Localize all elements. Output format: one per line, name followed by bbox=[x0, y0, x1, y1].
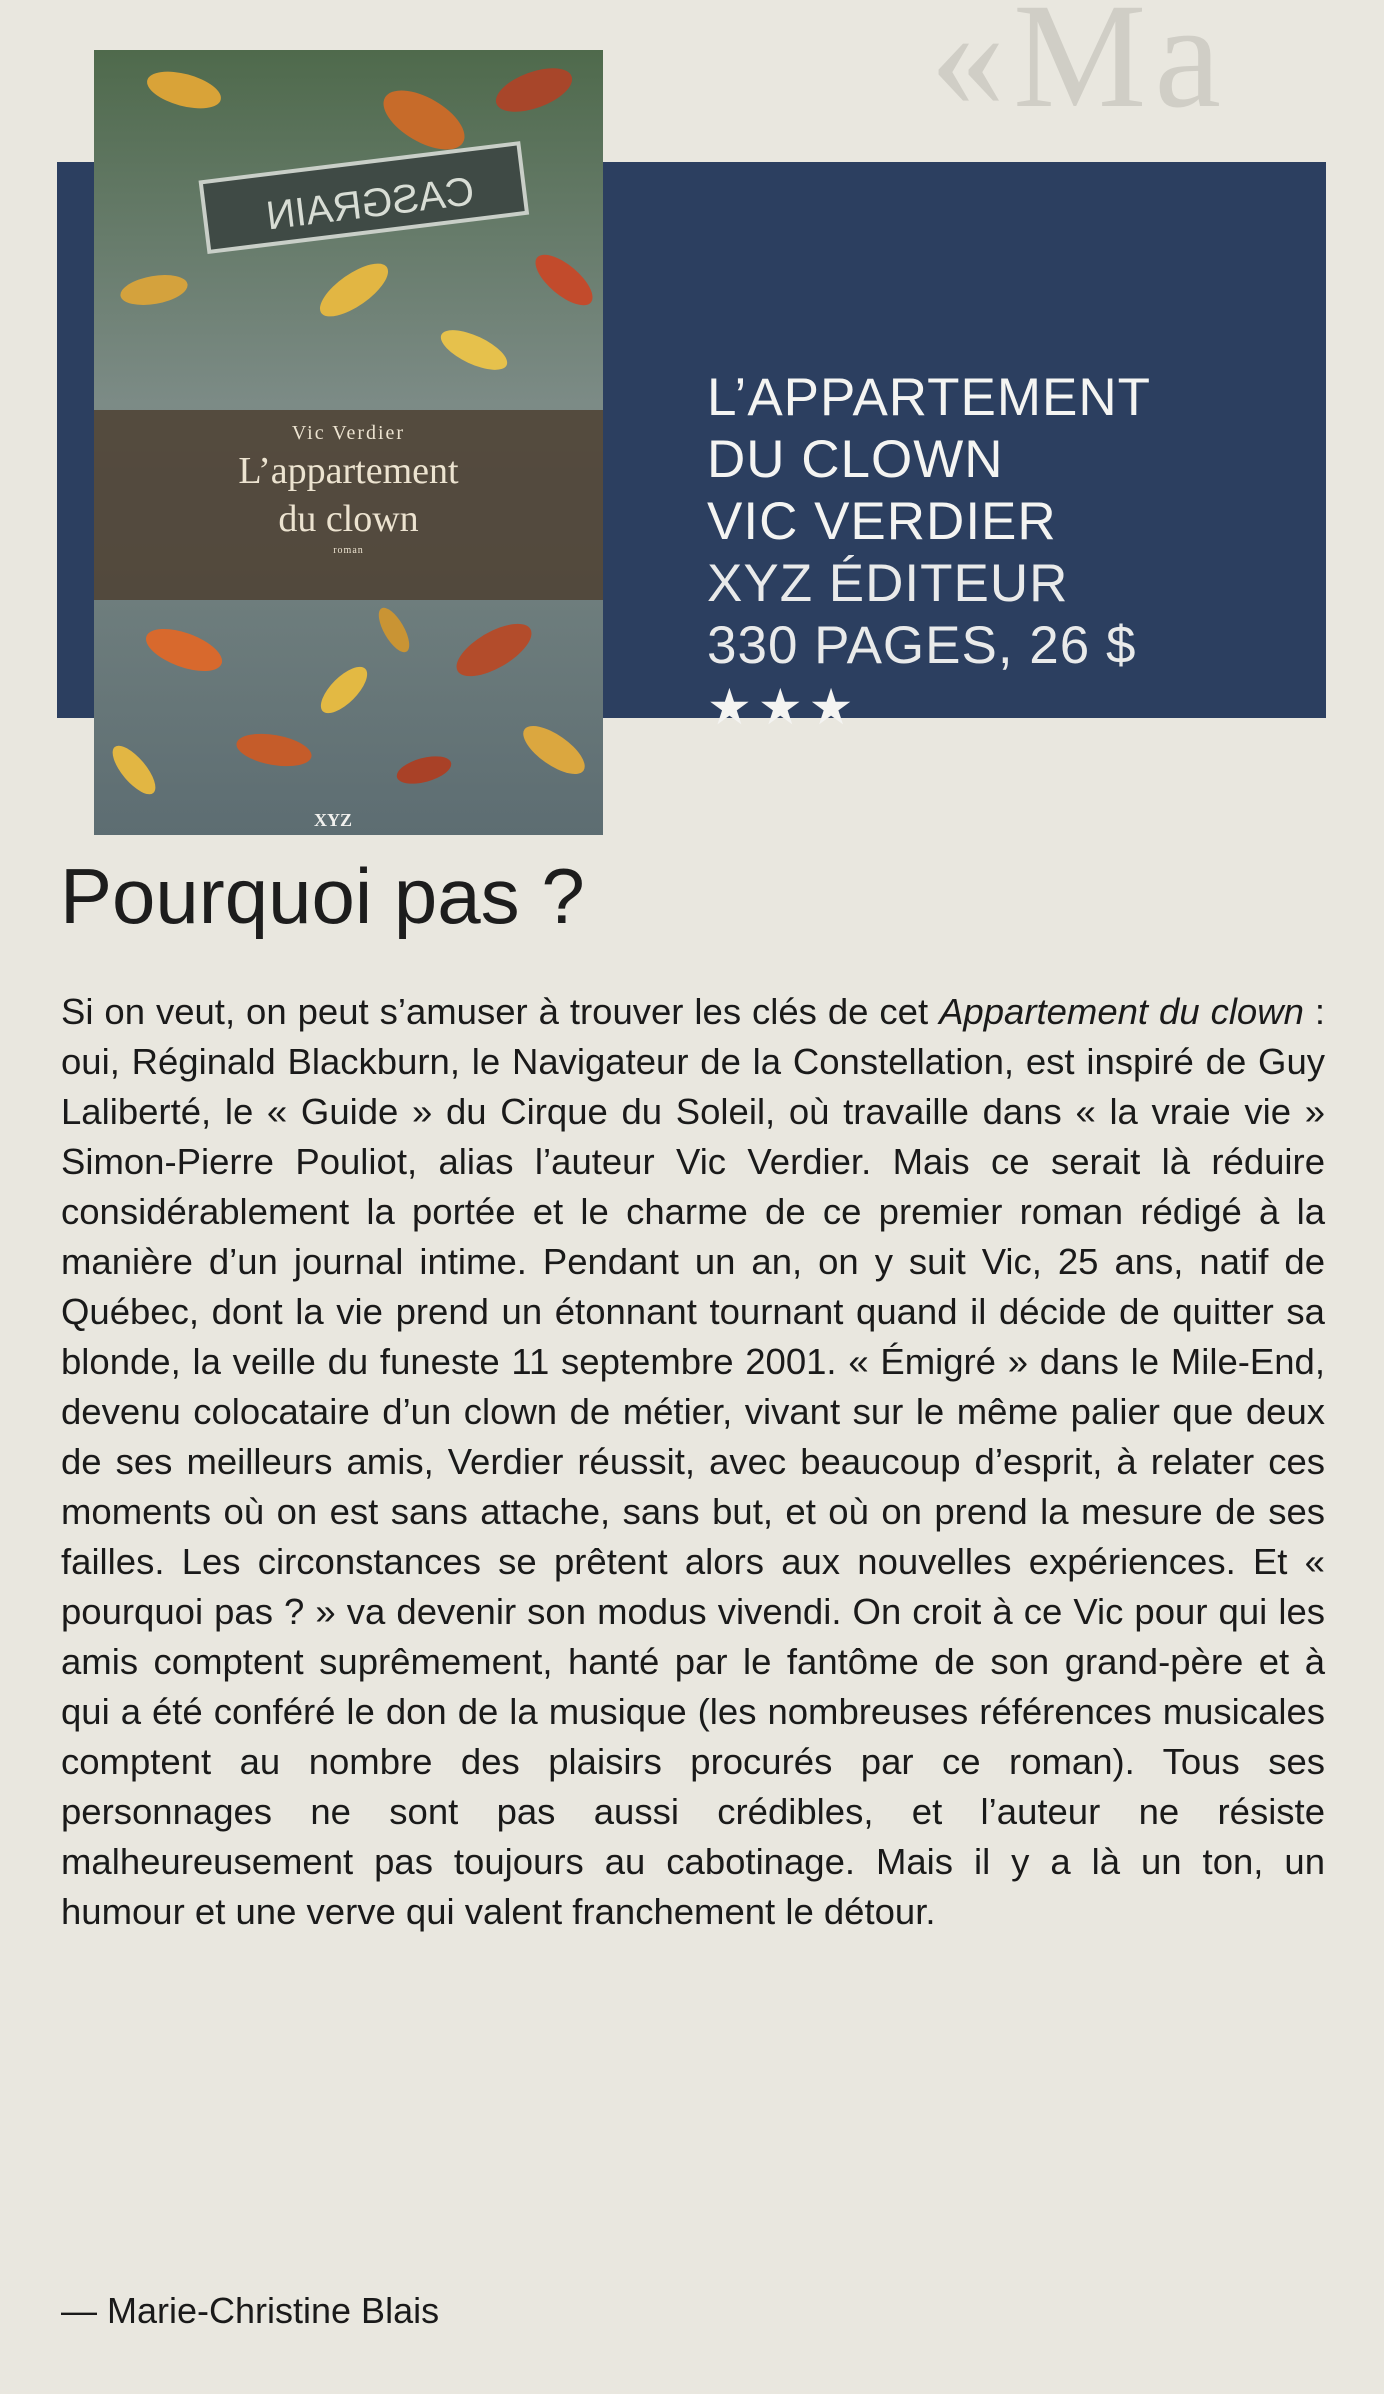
cover-author: Vic Verdier bbox=[291, 422, 406, 444]
cover-title-band bbox=[94, 410, 603, 600]
body-text-part-1: Si on veut, on peut s’amuser à trouver les clés de cet bbox=[61, 991, 940, 1032]
book-info bbox=[707, 367, 1151, 737]
rating-stars: ★★★ bbox=[707, 679, 860, 735]
body-book-title-italic: Appartement du clown bbox=[939, 991, 1304, 1032]
bleed-through-text: «Ma bbox=[930, 0, 1229, 139]
book-author: VIC VERDIER bbox=[707, 492, 1057, 551]
book-title-line-2: DU CLOWN bbox=[707, 430, 1004, 489]
article-body bbox=[61, 987, 1325, 1937]
article-paragraph bbox=[61, 987, 1325, 1937]
body-text-part-2: : oui, Réginald Blackburn, le Navigateur de la Constellation, est inspiré de Guy Laliberté, le « Guide » du Cirque du Soleil, où travaille dans « la vraie vie » Simon-Pierre Pouliot, alias l’auteur Vic Verdier. Mais ce serait là réduire considérablement la portée et le charme de ce premier roman rédigé à la manière d’un journal intime. Pendant un an, on y suit Vic, 25 ans, natif de Québec, dont la vie prend un étonnant tournant quand il décide de quitter sa blonde, la veille du funeste 11 septembre 2001. « Émigré » dans le Mile-End, devenu colocataire d’un clown de métier, vivant sur le même palier que deux de ses meilleurs amis, Verdier réussit, avec beaucoup d’esprit, à relater ces moments où on est sans attache, sans but, et où on prend la mesure de ses failles. Les circonstances se prêtent alors aux nouvelles expériences. Et « pourquoi pas ? » va devenir son modus vivendi. On croit à ce Vic pour qui les amis comptent suprêmement, hanté par le fantôme de son grand-père et à qui a été conféré le don de la musique (les nombreuses références musicales comptent au nombre des plaisirs procurés par ce roman). Tous ses personnages ne sont pas aussi crédibles, et l’auteur ne résiste malheureusement pas toujours au cabotinage. Mais il y a là un ton, un humour et une verve qui valent franchement le détour. bbox=[61, 991, 1325, 1932]
publisher-logo: XYZ bbox=[314, 810, 353, 830]
book-title-line-1: L’APPARTEMENT bbox=[707, 368, 1151, 427]
book-pages-price: 330 PAGES, 26 $ bbox=[707, 616, 1137, 675]
street-sign-text: CASGRAIN bbox=[263, 169, 477, 239]
book-publisher: XYZ ÉDITEUR bbox=[707, 554, 1069, 613]
article-signature: — Marie-Christine Blais bbox=[61, 2290, 440, 2331]
article-headline: Pourquoi pas ? bbox=[60, 852, 585, 940]
cover-title-line-2: du clown bbox=[278, 498, 419, 540]
book-cover-image bbox=[94, 50, 603, 835]
cover-subtitle: roman bbox=[333, 545, 364, 556]
cover-title-line-1: L’appartement bbox=[238, 450, 459, 492]
